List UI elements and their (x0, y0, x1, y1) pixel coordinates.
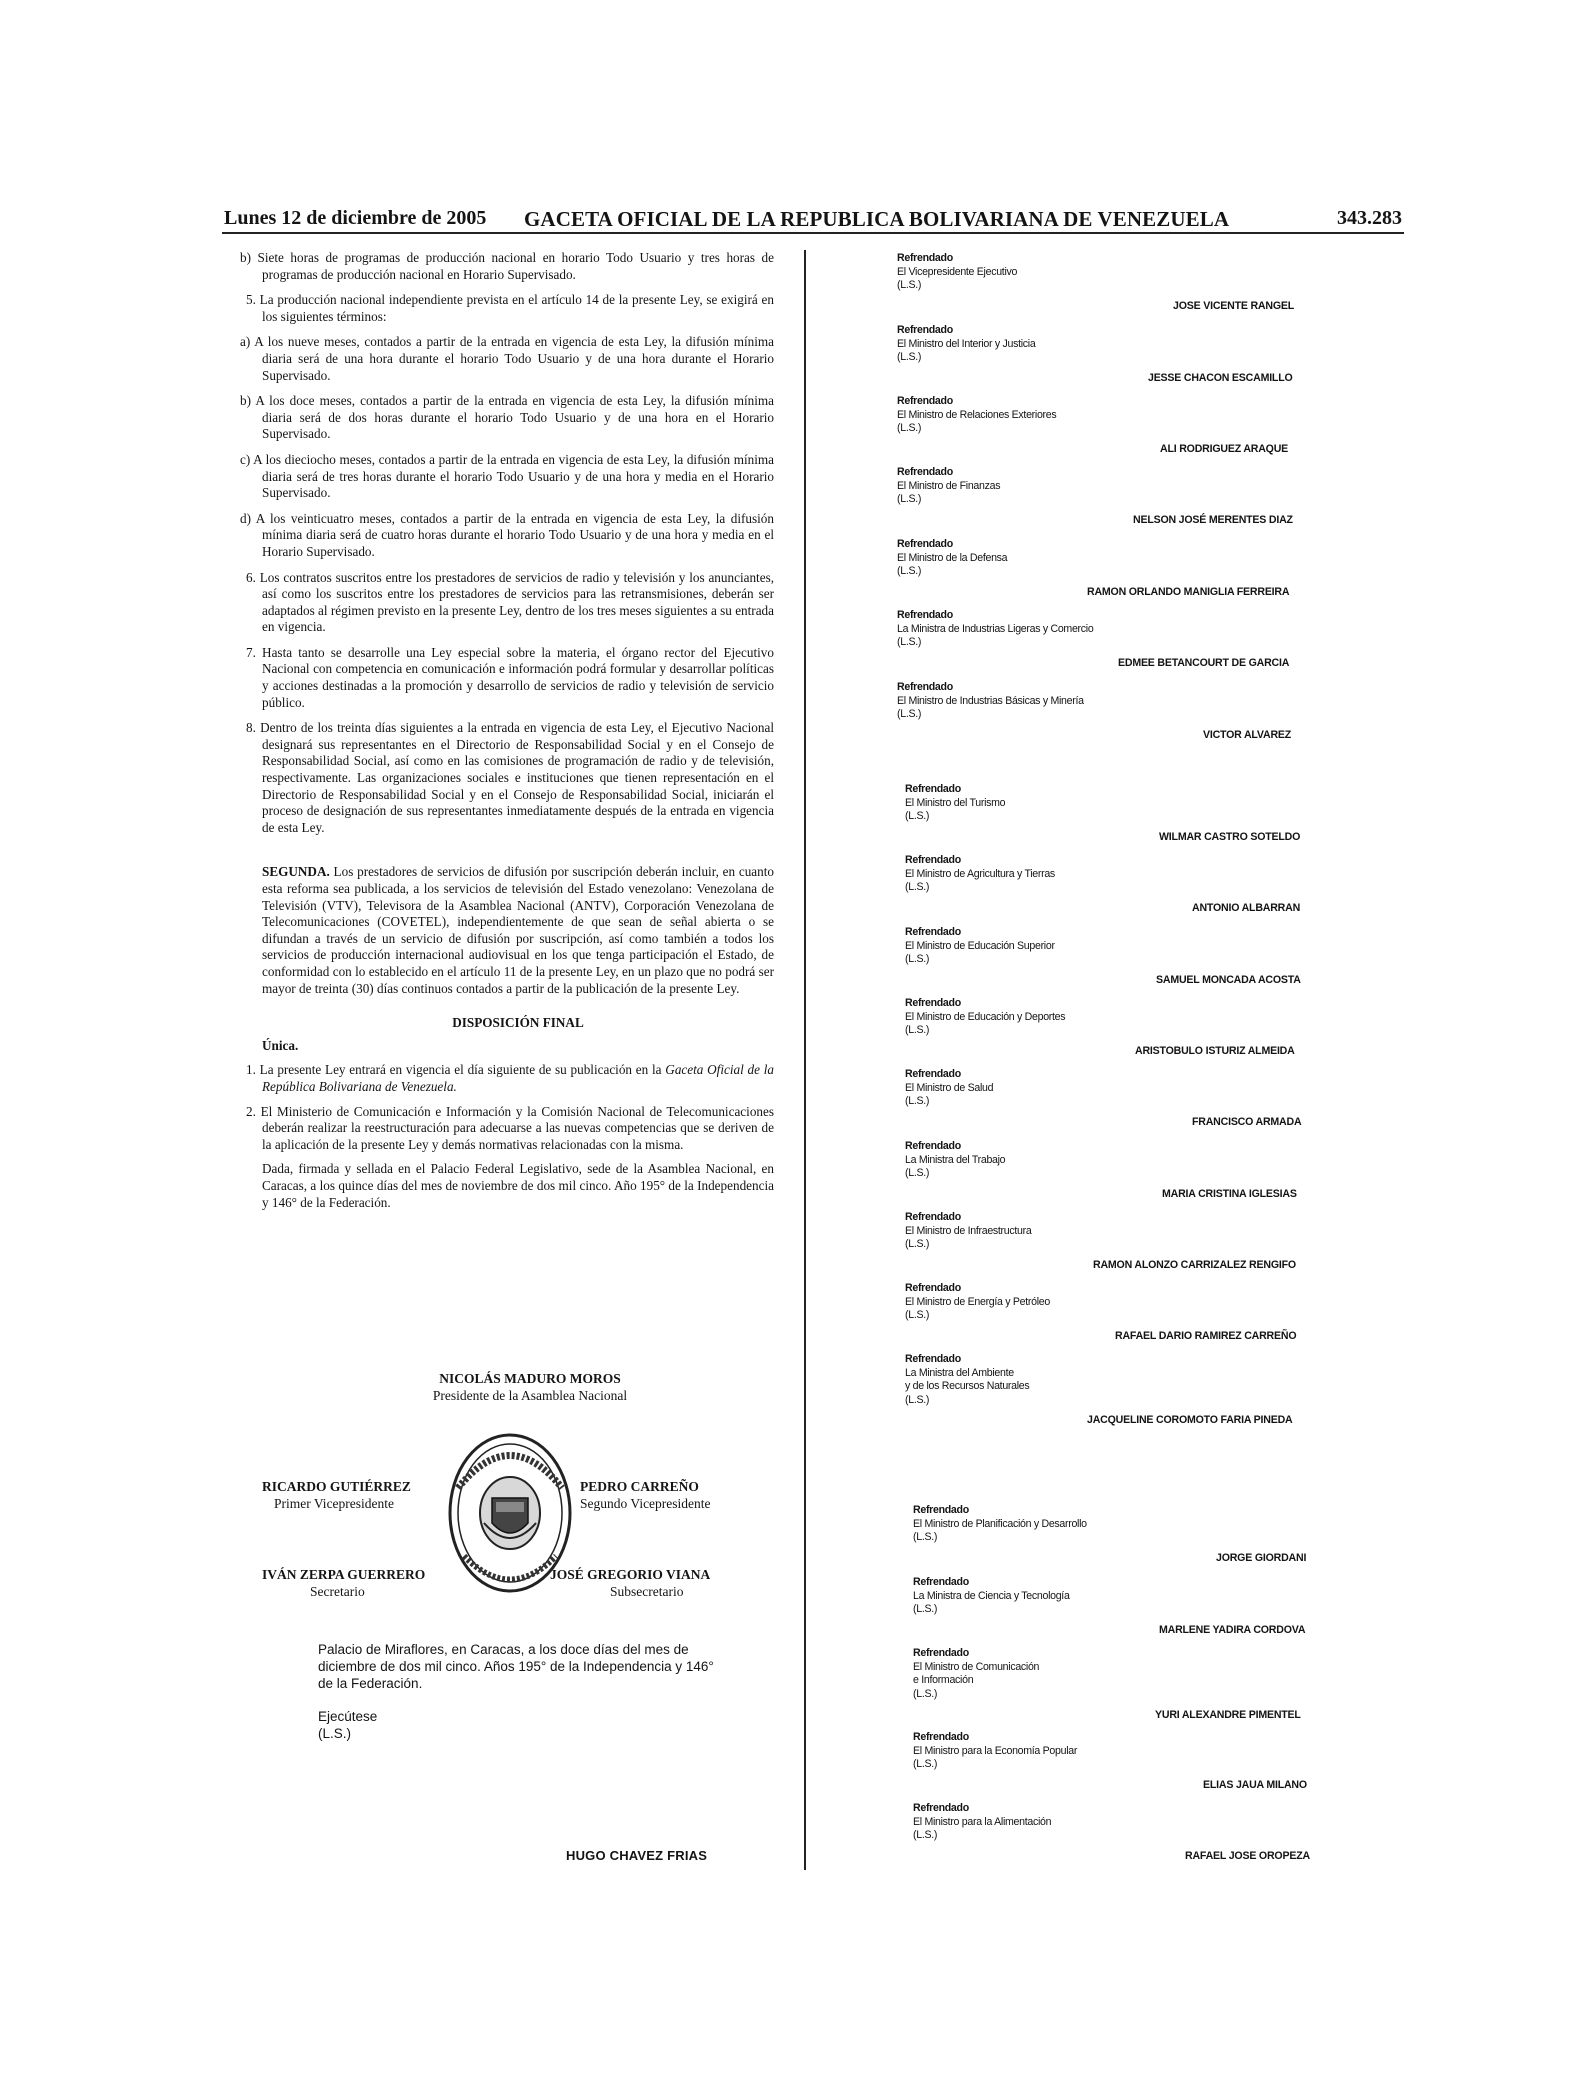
ls-label: (L.S.) (905, 1167, 930, 1179)
ls-label: (L.S.) (905, 810, 930, 822)
ls-label: (L.S.) (913, 1829, 938, 1841)
minister-name: JORGE GIORDANI (1216, 1552, 1307, 1564)
refrendado-label: Refrendado (905, 1068, 961, 1080)
minister-title: La Ministra de Ciencia y Tecnología (913, 1589, 1070, 1602)
refrendado-block (897, 324, 1035, 365)
minister-name: RAMON ORLANDO MANIGLIA FERREIRA (1087, 586, 1290, 598)
unica-label: Única. (262, 1037, 299, 1053)
final-item-2: 2. El Ministerio de Comunicación e Información y la Comisión Nacional de Telecomunicaciones deberán realizar la reestructuración para adecuarse a las nuevas competencias que se deriven de la aplicación de la presente Ley y demás normativas relacionadas con la misma. (246, 1103, 774, 1152)
refrendado-block (897, 466, 1000, 507)
refrendado-label: Refrendado (905, 1140, 961, 1152)
ls-label: (L.S.) (905, 1095, 930, 1107)
ls-label: (L.S.) (318, 1726, 352, 1741)
refrendado-block (905, 1282, 1050, 1323)
ls-label: (L.S.) (905, 1393, 930, 1406)
refrendado-label: Refrendado (913, 1576, 969, 1588)
final-item-1-gazette: Gaceta Oficial de la República Bolivariana de Venezuela. (262, 1062, 774, 1094)
ls-label: (L.S.) (905, 1238, 930, 1250)
ls-label: (L.S.) (897, 279, 922, 291)
segunda-label: SEGUNDA. (262, 864, 330, 880)
minister-title: El Ministro de Educación Superior (905, 939, 1055, 952)
refrendado-block (905, 997, 1065, 1038)
ls-label: (L.S.) (913, 1531, 938, 1543)
minister-title: El Ministro de Planificación y Desarrollo (913, 1517, 1087, 1530)
ls-label: (L.S.) (897, 565, 922, 577)
president-name: HUGO CHAVEZ FRIAS (566, 1848, 708, 1863)
refrendado-block (905, 926, 1055, 967)
item-5c: c) A los dieciocho meses, contados a partir de la entrada en vigencia de esta Ley, la difusión mínima diaria será de tres horas durante el horario Todo Usuario y de una hora y media en el Horario Supervisado. (240, 451, 774, 501)
minister-name: MARLENE YADIRA CORDOVA (1159, 1624, 1306, 1636)
refrendado-label: Refrendado (905, 926, 961, 938)
refrendado-label: Refrendado (905, 854, 961, 866)
refrendado-label: Refrendado (897, 395, 953, 407)
signature-name: NICOLÁS MADURO MOROS (439, 1371, 621, 1386)
item-b: b) Siete horas de programas de producción nacional en horario Todo Usuario y tres horas de programas de producción nacional en Horario Supervisado. (240, 250, 774, 282)
refrendado-label: Refrendado (905, 1282, 961, 1294)
refrendado-block (913, 1647, 1039, 1701)
refrendado-label: Refrendado (913, 1504, 969, 1516)
signature-name: IVÁN ZERPA GUERRERO (262, 1567, 426, 1582)
refrendado-label: Refrendado (905, 997, 961, 1009)
refrendado-block (913, 1731, 1077, 1772)
item-5a: a) A los nueve meses, contados a partir de la entrada en vigencia de esta Ley, la difusión mínima diaria será de una hora durante el horario Todo Usuario y de una hora durante el Horario Supervisado. (240, 334, 774, 383)
item-5: 5. La producción nacional independiente prevista en el artículo 14 de la presente Ley, se exigirá en los siguientes términos: (246, 292, 774, 324)
minister-title: El Ministro del Interior y Justicia (897, 337, 1036, 350)
refrendado-label: Refrendado (913, 1647, 969, 1659)
refrendado-label: Refrendado (897, 609, 953, 621)
refrendado-block (905, 1068, 993, 1109)
refrendado-label: Refrendado (913, 1731, 969, 1743)
header-page-number: 343.283 (1337, 207, 1402, 229)
disposicion-final-title: DISPOSICIÓN FINAL (452, 1015, 584, 1031)
minister-name: FRANCISCO ARMADA (1192, 1116, 1302, 1128)
minister-title: El Ministro de Infraestructura (905, 1224, 1032, 1237)
refrendado-block (897, 252, 1017, 293)
signature-role: Segundo Vicepresidente (580, 1496, 711, 1511)
minister-name: ARISTOBULO ISTURIZ ALMEIDA (1135, 1045, 1295, 1057)
item-5d: d) A los veinticuatro meses, contados a partir de la entrada en vigencia de esta Ley, la difusión mínima diaria será de cuatro horas durante el horario Todo Usuario y de una hora y media en el Horario Supervisado. (240, 510, 774, 559)
segunda-text: Los prestadores de servicios de difusión por suscripción deberán incluir, en cuanto esta reforma sea publicada, a los servicios de televisión del Estado venezolano: Venezolana de Televisión (VTV), Televisora de la Asamblea Nacional (ANTV), Corporación Venezolana de Telecomunicaciones (COVETEL), independientemente de que sean de señal abierta o se difundan a través de un servicio de difusión por suscripción, así como también a todos los servicios de producción internacional audiovisual en los que tenga participación el Estado, de conformidad con lo establecido en el artículo 11 de la presente Ley, en un plazo que no podrá ser mayor de treinta (30) días continuos contados a partir de la publicación de la presente Ley. (262, 864, 774, 996)
minister-name: JOSE VICENTE RANGEL (1173, 300, 1294, 312)
refrendado-block (905, 854, 1055, 895)
dada-paragraph: Dada, firmada y sellada en el Palacio Federal Legislativo, sede de la Asamblea Nacional, en Caracas, a los quince días del mes de noviembre de dos mil cinco. Año 195° de la Independencia y 146° de la Federación. (262, 1161, 774, 1210)
minister-name: WILMAR CASTRO SOTELDO (1159, 831, 1301, 843)
minister-title: El Ministro de Educación y Deportes (905, 1010, 1066, 1023)
refrendado-label: Refrendado (905, 783, 961, 795)
minister-name: NELSON JOSÉ MERENTES DIAZ (1133, 514, 1293, 526)
minister-title: La Ministra de Industrias Ligeras y Comercio (897, 622, 1094, 635)
minister-title: El Ministro de Agricultura y Tierras (905, 867, 1055, 880)
refrendado-block (897, 395, 1056, 436)
refrendado-block (897, 681, 1084, 722)
ls-label: (L.S.) (913, 1758, 938, 1770)
signature-name: PEDRO CARREÑO (580, 1479, 699, 1494)
minister-title: El Ministro de Salud (905, 1081, 994, 1094)
ejecutese-label: Ejecútese (318, 1709, 378, 1724)
minister-name: MARIA CRISTINA IGLESIAS (1162, 1188, 1297, 1200)
ls-label: (L.S.) (897, 636, 922, 648)
minister-name: RAFAEL DARIO RAMIREZ CARREÑO (1115, 1330, 1297, 1342)
ls-label: (L.S.) (905, 1024, 930, 1036)
refrendado-block (905, 1211, 1031, 1252)
refrendado-label: Refrendado (897, 252, 953, 264)
refrendado-block (913, 1802, 1051, 1843)
signature-role: Subsecretario (610, 1584, 684, 1599)
final-item-1-text: 1. La presente Ley entrará en vigencia el día siguiente de su publicación en la (246, 1062, 666, 1078)
minister-name: ALI RODRIGUEZ ARAQUE (1160, 443, 1289, 455)
minister-title: El Ministro del Turismo (905, 796, 1006, 809)
refrendado-block (913, 1504, 1087, 1545)
item-7: 7. Hasta tanto se desarrolle una Ley especial sobre la materia, el órgano rector del Ejecutivo Nacional con competencia en comunicación e información podrá formular y desarrollar políticas y acciones destinadas a la promoción y desarrollo de servicios de radio y televisión de servicio público. (246, 644, 774, 710)
minister-title: La Ministra del Ambiente (905, 1366, 1014, 1379)
refrendado-block (905, 1353, 1029, 1407)
minister-title: El Ministro de Industrias Básicas y Minería (897, 694, 1084, 707)
signature-role: Presidente de la Asamblea Nacional (432, 1388, 628, 1403)
refrendado-label: Refrendado (913, 1802, 969, 1814)
minister-title: El Ministro para la Economía Popular (913, 1744, 1078, 1757)
minister-title: El Ministro de Comunicación (913, 1660, 1040, 1673)
minister-name: EDMEE BETANCOURT DE GARCIA (1118, 657, 1290, 669)
signature-name: JOSÉ GREGORIO VIANA (550, 1567, 711, 1582)
minister-title: El Vicepresidente Ejecutivo (897, 265, 1018, 278)
signature-name: RICARDO GUTIÉRREZ (262, 1479, 411, 1494)
signature-role: Primer Vicepresidente (274, 1496, 395, 1511)
minister-title: El Ministro de la Defensa (897, 551, 1008, 564)
minister-title: El Ministro para la Alimentación (913, 1815, 1052, 1828)
item-8: 8. Dentro de los treinta días siguientes a la entrada en vigencia de esta Ley, el Ejecutivo Nacional designará sus representantes en el Directorio de Responsabilidad Social y en el Consejo de Responsabilidad Social, así como en las comisiones de programación de radio y de televisión, respectivamente. Las organizaciones sociales e instituciones que tienen representación en el Directorio de Responsabilidad Social y en el Consejo de Responsabilidad Social, iniciarán el proceso de designación de sus representantes inmediatamente después de la entrada en vigencia de esta Ley. (246, 720, 774, 835)
ls-label: (L.S.) (913, 1603, 938, 1615)
refrendado-block (913, 1576, 1070, 1617)
minister-title: e Información (913, 1674, 974, 1686)
item-6: 6. Los contratos suscritos entre los prestadores de servicios de radio y televisión y los anunciantes, así como los suscritos entre los prestadores de servicios para las retransmisiones, deberán ser adaptados al régimen previsto en la presente Ley, dentro de los tres meses siguientes a su entrada en vigencia. (246, 569, 774, 635)
refrendado-label: Refrendado (897, 538, 953, 550)
minister-title: La Ministra del Trabajo (905, 1153, 1006, 1166)
minister-name: JESSE CHACON ESCAMILLO (1148, 372, 1293, 384)
refrendado-label: Refrendado (897, 466, 953, 478)
minister-name: YURI ALEXANDRE PIMENTEL (1155, 1709, 1301, 1721)
minister-title: El Ministro de Relaciones Exteriores (897, 408, 1057, 421)
minister-name: RAFAEL JOSE OROPEZA (1185, 1850, 1310, 1862)
ls-label: (L.S.) (897, 422, 922, 434)
ls-label: (L.S.) (905, 881, 930, 893)
minister-title: y de los Recursos Naturales (905, 1380, 1030, 1392)
minister-title: El Ministro de Finanzas (897, 479, 1001, 492)
item-5b: b) A los doce meses, contados a partir de la entrada en vigencia de esta Ley, la difusión mínima diaria será de dos horas durante el horario Todo Usuario y de una hora en el Horario Supervisado. (240, 393, 774, 442)
signature-role: Secretario (310, 1584, 365, 1599)
ls-label: (L.S.) (913, 1687, 938, 1700)
ls-label: (L.S.) (897, 493, 922, 505)
minister-title: El Ministro de Energía y Petróleo (905, 1295, 1050, 1308)
minister-name: ELIAS JAUA MILANO (1203, 1779, 1307, 1791)
refrendado-block (905, 783, 1005, 824)
palacio-text: Palacio de Miraflores, en Caracas, a los doce días del mes de diciembre de dos mil cinco. Años 195° de la Independencia y 146° de la Federación. (318, 1642, 714, 1691)
refrendado-label: Refrendado (905, 1211, 961, 1223)
header-title: GACETA OFICIAL DE LA REPUBLICA BOLIVARIANA DE VENEZUELA (524, 207, 1230, 231)
ls-label: (L.S.) (905, 953, 930, 965)
refrendado-block (897, 538, 1007, 579)
refrendado-label: Refrendado (905, 1353, 961, 1365)
minister-name: ANTONIO ALBARRAN (1192, 902, 1301, 914)
minister-name: VICTOR ALVAREZ (1203, 729, 1292, 741)
refrendado-block (897, 609, 1093, 650)
header-date: Lunes 12 de diciembre de 2005 (224, 207, 487, 229)
ls-label: (L.S.) (897, 708, 922, 720)
ls-label: (L.S.) (897, 351, 922, 363)
refrendado-label: Refrendado (897, 681, 953, 693)
ls-label: (L.S.) (905, 1309, 930, 1321)
refrendado-block (905, 1140, 1005, 1181)
refrendado-label: Refrendado (897, 324, 953, 336)
minister-name: JACQUELINE COROMOTO FARIA PINEDA (1087, 1414, 1293, 1426)
minister-name: SAMUEL MONCADA ACOSTA (1156, 974, 1301, 986)
minister-name: RAMON ALONZO CARRIZALEZ RENGIFO (1093, 1259, 1296, 1271)
